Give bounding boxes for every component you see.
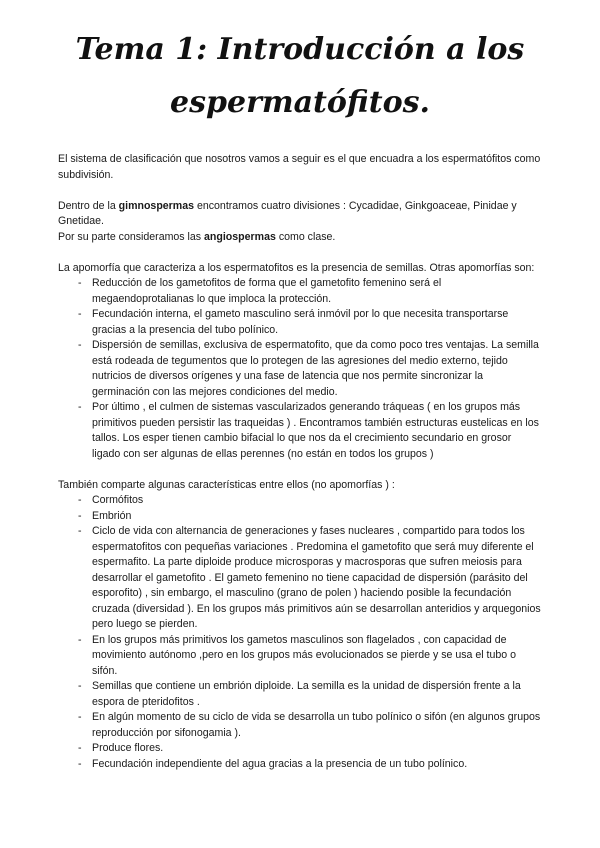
list-item: - Dispersión de semillas, exclusiva de espermatofito, que da como poco tres ventajas. La semilla está rodeada de tegumentos que lo protegen de las agresiones del medio externo, tejido nutricios de diversos orígenes y una fase de latencia que nos permite sincronizar la germinación con las mejores condiciones del medio.	[58, 338, 542, 400]
list-item: - Reducción de los gametofitos de forma que el gametofito femenino será el megaendoprotalianas lo que imploca la protección.	[58, 276, 542, 307]
list-item: - En los grupos más primitivos los gametos masculinos son flagelados , con capacidad de movimiento autónomo ,pero en los grupos más evolucionados se pierde y se usa el tubo o sifón.	[58, 633, 542, 680]
list-item: - Por último , el culmen de sistemas vascularizados generando tráqueas ( en los grupos más primitivos pueden persistir las traqueidas ) . Encontramos también estructuras eustelicas en los tallos. Los esper tienen cambio bifacial lo que nos da el crecimiento secundario en grosor ligado con ser algunas de ellas perennes (no están en todos los grupos )	[58, 400, 542, 462]
list-item: - Ciclo de vida con alternancia de generaciones y fases nucleares , compartido para todos los espermatofitos con pequeñas variaciones . Predomina el gametofito que será muy diferente el espermafito. La parte diploide produce microsporas y macrosporas que sufren meiosis para desarrollar el gametofito . El gameto femenino no tiene capacidad de dispersión (parásito del esporofito) , sin embargo, el masculino (grano de polen ) haciendo posible la fecundación cruzada (diversidad ). En los grupos más primitivos aún se desarrollan anteridios y arquegonios pero luego se pierden.	[58, 524, 542, 633]
intro-paragraph: El sistema de clasificación que nosotros vamos a seguir es el que encuadra a los espermatófitos como subdivisión.	[58, 153, 541, 181]
title-line-1: Tema 1: Introducción a los	[75, 32, 525, 67]
list-item: - Fecundación independiente del agua gracias a la presencia de un tubo polínico.	[58, 757, 542, 773]
caracteristicas-list	[58, 493, 542, 772]
angio-bold: angiospermas	[204, 230, 276, 243]
list-item: - Semillas que contiene un embrión diploide. La semilla es la unidad de dispersión frente a la espora de pteridofitos .	[58, 679, 542, 710]
gimno-pre: Dentro de la	[58, 199, 119, 212]
body-text	[58, 152, 542, 772]
list-item: - Embrión	[58, 509, 542, 525]
gimno-bold: gimnospermas	[118, 199, 195, 212]
caracteristicas-intro: También comparte algunas características entre ellos (no apomorfías ) :	[58, 478, 395, 491]
apomorfias-list	[58, 276, 542, 462]
apomorfia-intro: La apomorfía que caracteriza a los espermatofitos es la presencia de semillas. Otras apomorfías son:	[58, 261, 535, 274]
list-item: - Cormófitos	[58, 493, 542, 509]
angio-post: como clase.	[275, 230, 336, 243]
list-item: - En algún momento de su ciclo de vida se desarrolla un tubo polínico o sifón (en algunos grupos reproducción por sifonogamia ).	[58, 710, 542, 741]
list-item: - Fecundación interna, el gameto masculino será inmóvil por lo que necesita transportarse gracias a la presencia del tubo polínico.	[58, 307, 542, 338]
title-line-2: espermatófitos.	[170, 85, 430, 120]
gimnospermas-paragraph	[58, 199, 542, 230]
angio-pre: Por su parte consideramos las	[58, 230, 205, 243]
list-item: - Produce flores.	[58, 741, 542, 757]
angiospermas-paragraph	[58, 230, 542, 246]
gimno-post: encontramos cuatro divisiones : Cycadidae, Ginkgoaceae, Pinidae y Gnetidae.	[58, 199, 517, 227]
